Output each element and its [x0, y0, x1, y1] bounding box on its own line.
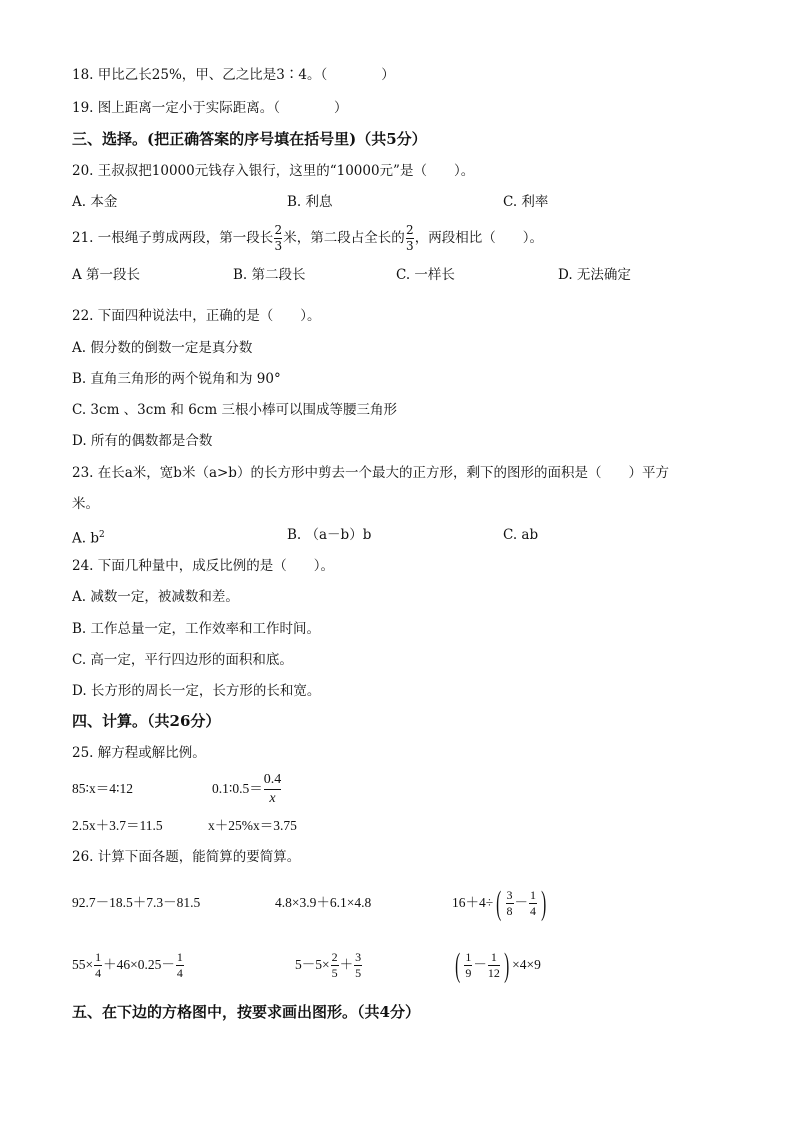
question-23-line-1: 23. 在长a米，宽b米（a>b）的长方形中剪去一个最大的正方形，剩下的图形的面积是（ ）平方 — [72, 465, 669, 481]
q23-option-c: C. ab — [503, 527, 539, 543]
q21-text-pre: 21. 一根绳子剪成两段，第一段长 — [72, 230, 274, 246]
fraction-numerator: 0.4 — [263, 772, 282, 788]
section-5-heading: 五、在下边的方格图中，按要求画出图形。（共4分） — [72, 1003, 420, 1021]
q26-expression-6 — [452, 946, 541, 984]
fraction-denominator: 9 — [465, 966, 472, 981]
q26-expression-3 — [452, 884, 549, 922]
fraction-denominator: 12 — [487, 966, 500, 981]
q21-option-c: C. 一样长 — [396, 267, 455, 283]
fraction — [331, 951, 339, 980]
fraction-denominator: 3 — [274, 239, 283, 253]
fraction-numerator: 1 — [530, 888, 536, 903]
question-22: 22. 下面四种说法中，正确的是（ ）。 — [72, 308, 321, 324]
fraction-numerator: 3 — [506, 888, 513, 903]
fraction — [464, 951, 472, 980]
q24-option-b: B. 工作总量一定，工作效率和工作时间。 — [72, 621, 321, 637]
q23-option-a-text: A. b — [72, 530, 99, 547]
q20-option-c: C. 利率 — [503, 194, 549, 210]
question-26: 26. 计算下面各题，能简算的要简算。 — [72, 849, 301, 865]
left-paren: ( — [455, 946, 461, 984]
fraction-denominator: 5 — [355, 966, 362, 981]
q21-option-a: A 第一段长 — [72, 267, 141, 283]
fraction — [354, 951, 362, 980]
q26-e4-part-b: ＋46×0.25－ — [103, 957, 175, 972]
question-24: 24. 下面几种量中，成反比例的是（ ）。 — [72, 558, 335, 574]
q21-fraction-1 — [274, 224, 282, 253]
question-19: 19. 图上距离一定小于实际距离。（ ） — [72, 100, 348, 116]
operator: ＋ — [339, 957, 354, 972]
right-paren: ) — [503, 946, 510, 984]
q22-option-a: A. 假分数的倒数一定是真分数 — [72, 340, 253, 356]
fraction-denominator: 4 — [176, 966, 183, 981]
fraction-denominator: 4 — [95, 966, 102, 981]
q21-option-d: D. 无法确定 — [558, 267, 631, 283]
fraction-denominator: 8 — [506, 904, 513, 919]
q26-expression-4 — [72, 946, 185, 984]
q26-e6-suffix: ×4×9 — [512, 957, 541, 972]
q26-expression-5 — [295, 946, 363, 984]
q24-option-d: D. 长方形的周长一定，长方形的长和宽。 — [72, 683, 321, 699]
q25-equation-1: 85∶x＝4∶12 — [72, 781, 134, 796]
fraction-denominator: 5 — [331, 966, 338, 981]
fraction-numerator: 1 — [465, 950, 472, 965]
operator: － — [514, 895, 528, 910]
q21-option-b: B. 第二段长 — [233, 267, 306, 283]
q22-option-b: B. 直角三角形的两个锐角和为 90° — [72, 371, 281, 387]
q25-equation-4: x＋25%x＝3.75 — [208, 818, 297, 833]
fraction-denominator: 3 — [405, 239, 414, 253]
fraction-denominator: 4 — [530, 904, 536, 919]
fraction-numerator: 2 — [274, 223, 283, 237]
question-21 — [72, 221, 543, 255]
q24-option-a: A. 减数一定，被减数和差。 — [72, 589, 239, 605]
question-23-line-2: 米。 — [72, 496, 99, 512]
q26-expression-1: 92.7－18.5＋7.3－81.5 — [72, 895, 201, 910]
q25-eq2-left: 0.1∶0.5＝ — [212, 781, 263, 796]
q21-fraction-2 — [406, 224, 414, 253]
q26-e4-part-a: 55× — [72, 957, 94, 972]
section-4-heading: 四、计算。（共26分） — [72, 712, 221, 730]
q26-e3-prefix: 16＋4÷ — [452, 895, 494, 910]
q25-equation-3: 2.5x＋3.7＝11.5 — [72, 818, 163, 833]
operator: － — [473, 957, 487, 972]
fraction — [94, 951, 102, 980]
q20-option-b: B. 利息 — [287, 194, 333, 210]
question-20: 20. 王叔叔把10000元钱存入银行，这里的“10000元”是（ ）。 — [72, 163, 475, 179]
fraction-numerator: 1 — [95, 950, 102, 965]
q21-text-post: ，两段相比（ ）。 — [414, 230, 544, 246]
fraction-numerator: 1 — [490, 950, 497, 965]
fraction — [176, 951, 184, 980]
fraction-numerator: 3 — [355, 950, 362, 965]
q23-option-a — [72, 526, 105, 548]
fraction-numerator: 1 — [176, 950, 183, 965]
fraction — [488, 951, 500, 980]
q23-option-a-exponent: 2 — [98, 530, 105, 540]
section-3-heading: 三、选择。(把正确答案的序号填在括号里)（共5分） — [72, 130, 427, 148]
fraction-denominator: x — [269, 791, 276, 807]
fraction-numerator: 2 — [331, 950, 338, 965]
left-paren: ( — [496, 884, 502, 922]
q22-option-c: C. 3cm 、3cm 和 6cm 三根小棒可以围成等腰三角形 — [72, 402, 397, 418]
q21-text-mid: 米，第二段占全长的 — [283, 230, 405, 246]
q22-option-d: D. 所有的偶数都是合数 — [72, 433, 213, 449]
right-paren: ) — [541, 884, 547, 922]
q20-option-a: A. 本金 — [72, 194, 118, 210]
q25-equation-2 — [212, 770, 282, 808]
q24-option-c: C. 高一定，平行四边形的面积和底。 — [72, 652, 293, 668]
fraction-numerator: 2 — [405, 223, 414, 237]
q26-expression-2: 4.8×3.9＋6.1×4.8 — [275, 895, 372, 910]
question-25: 25. 解方程或解比例。 — [72, 745, 206, 761]
q23-option-b: B. （a－b）b — [287, 527, 372, 543]
fraction — [529, 889, 537, 918]
q25-eq2-fraction — [264, 772, 282, 807]
question-18: 18. 甲比乙长25%，甲、乙之比是3∶4。（ ） — [72, 67, 395, 83]
fraction — [506, 889, 514, 918]
q26-e5-part-a: 5－5× — [295, 957, 330, 972]
